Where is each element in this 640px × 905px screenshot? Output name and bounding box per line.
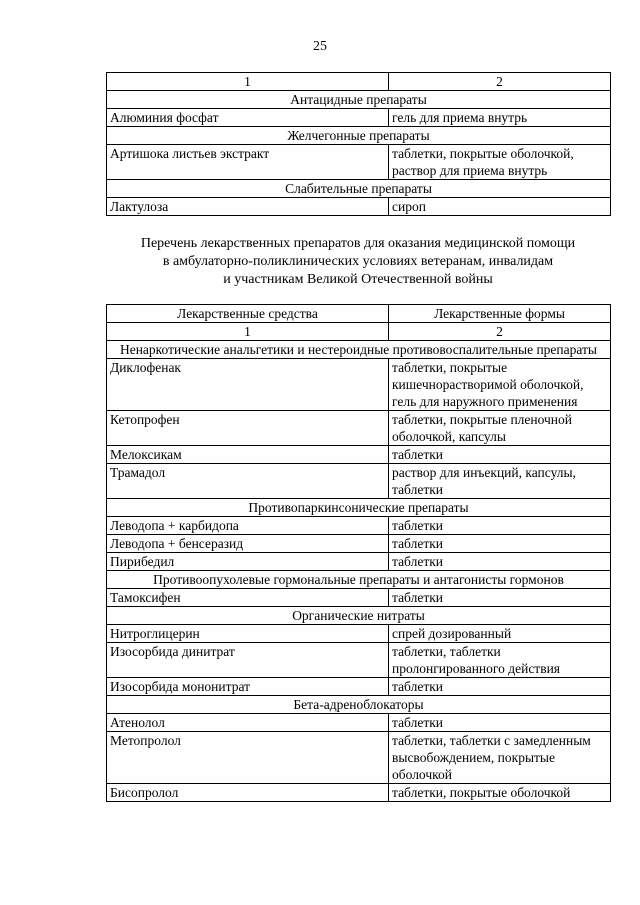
dosage-form-cell: таблетки xyxy=(389,714,611,732)
drug-name-cell: Тамоксифен xyxy=(107,589,389,607)
section-heading: Противопаркинсонические препараты xyxy=(107,499,611,517)
section-heading: Антацидные препараты xyxy=(107,91,611,109)
dosage-form-cell: спрей дозированный xyxy=(389,625,611,643)
caption-line-3: и участникам Великой Отечественной войны xyxy=(223,272,493,287)
medication-table-continued xyxy=(106,72,611,216)
column-number-row xyxy=(107,73,611,91)
drug-name-cell: Изосорбида мононитрат xyxy=(107,678,389,696)
drug-name-cell: Алюминия фосфат xyxy=(107,109,389,127)
dosage-form-cell: таблетки, таблетки с замедленным высвобождением, покрытые оболочкой xyxy=(389,732,611,784)
dosage-form-cell: гель для приема внутрь xyxy=(389,109,611,127)
dosage-form-cell: таблетки xyxy=(389,446,611,464)
table-row xyxy=(107,714,611,732)
dosage-form-cell: таблетки, покрытые пленочной оболочкой, капсулы xyxy=(389,411,611,446)
drug-name-cell: Леводопа + карбидопа xyxy=(107,517,389,535)
table-row xyxy=(107,784,611,802)
dosage-form-cell: таблетки, покрытые оболочкой xyxy=(389,784,611,802)
section-row xyxy=(107,499,611,517)
table-row xyxy=(107,464,611,499)
drug-name-cell: Трамадол xyxy=(107,464,389,499)
dosage-form-cell: таблетки xyxy=(389,589,611,607)
caption-line-1: Перечень лекарственных препаратов для оказания медицинской помощи xyxy=(140,236,576,251)
table-row xyxy=(107,359,611,411)
section-heading: Желчегонные препараты xyxy=(107,127,611,145)
page-number: 25 xyxy=(313,39,327,54)
dosage-form-cell: таблетки xyxy=(389,553,611,571)
table-row xyxy=(107,678,611,696)
table-row xyxy=(107,625,611,643)
drug-name-cell: Мелоксикам xyxy=(107,446,389,464)
table-row xyxy=(107,732,611,784)
dosage-form-cell: сироп xyxy=(389,198,611,216)
drug-name-cell: Бисопролол xyxy=(107,784,389,802)
dosage-form-cell: таблетки, покрытые кишечнорастворимой оболочкой, гель для наружного применения xyxy=(389,359,611,411)
section-row xyxy=(107,571,611,589)
section-row xyxy=(107,341,611,359)
veterans-medication-table xyxy=(106,304,611,802)
header-row xyxy=(107,305,611,323)
table-row xyxy=(107,446,611,464)
table-row xyxy=(107,411,611,446)
dosage-form-cell: таблетки, таблетки пролонгированного действия xyxy=(389,643,611,678)
dosage-form-cell: таблетки xyxy=(389,678,611,696)
section-heading: Слабительные препараты xyxy=(107,180,611,198)
table-row xyxy=(107,643,611,678)
column-header-drugs: Лекарственные средства xyxy=(107,305,389,323)
section-row xyxy=(107,607,611,625)
column-number-1: 1 xyxy=(107,323,389,341)
dosage-form-cell: таблетки, покрытые оболочкой, раствор для приема внутрь xyxy=(389,145,611,180)
column-number-row xyxy=(107,323,611,341)
section-heading: Ненаркотические анальгетики и нестероидные противовоспалительные препараты xyxy=(107,341,611,359)
drug-name-cell: Метопролол xyxy=(107,732,389,784)
column-number-2: 2 xyxy=(389,323,611,341)
table-row xyxy=(107,517,611,535)
table-row xyxy=(107,553,611,571)
table-row xyxy=(107,535,611,553)
drug-name-cell: Артишока листьев экстракт xyxy=(107,145,389,180)
drug-name-cell: Леводопа + бенсеразид xyxy=(107,535,389,553)
table-row xyxy=(107,109,611,127)
section-row xyxy=(107,91,611,109)
section-row xyxy=(107,127,611,145)
section-heading: Бета-адреноблокаторы xyxy=(107,696,611,714)
drug-name-cell: Кетопрофен xyxy=(107,411,389,446)
drug-name-cell: Атенолол xyxy=(107,714,389,732)
table-row xyxy=(107,589,611,607)
drug-name-cell: Изосорбида динитрат xyxy=(107,643,389,678)
section-heading: Органические нитраты xyxy=(107,607,611,625)
section-heading: Противоопухолевые гормональные препараты и антагонисты гормонов xyxy=(107,571,611,589)
caption-line-2: в амбулаторно-поликлинических условиях ветеранам, инвалидам xyxy=(162,254,554,269)
table-row xyxy=(107,145,611,180)
section-row xyxy=(107,696,611,714)
dosage-form-cell: таблетки xyxy=(389,517,611,535)
drug-name-cell: Лактулоза xyxy=(107,198,389,216)
section-row xyxy=(107,180,611,198)
column-header-forms: Лекарственные формы xyxy=(389,305,611,323)
dosage-form-cell: раствор для инъекций, капсулы, таблетки xyxy=(389,464,611,499)
column-number-2: 2 xyxy=(389,73,611,91)
drug-name-cell: Пирибедил xyxy=(107,553,389,571)
drug-name-cell: Нитроглицерин xyxy=(107,625,389,643)
column-number-1: 1 xyxy=(107,73,389,91)
dosage-form-cell: таблетки xyxy=(389,535,611,553)
table-row xyxy=(107,198,611,216)
drug-name-cell: Диклофенак xyxy=(107,359,389,411)
list-caption xyxy=(106,235,610,289)
